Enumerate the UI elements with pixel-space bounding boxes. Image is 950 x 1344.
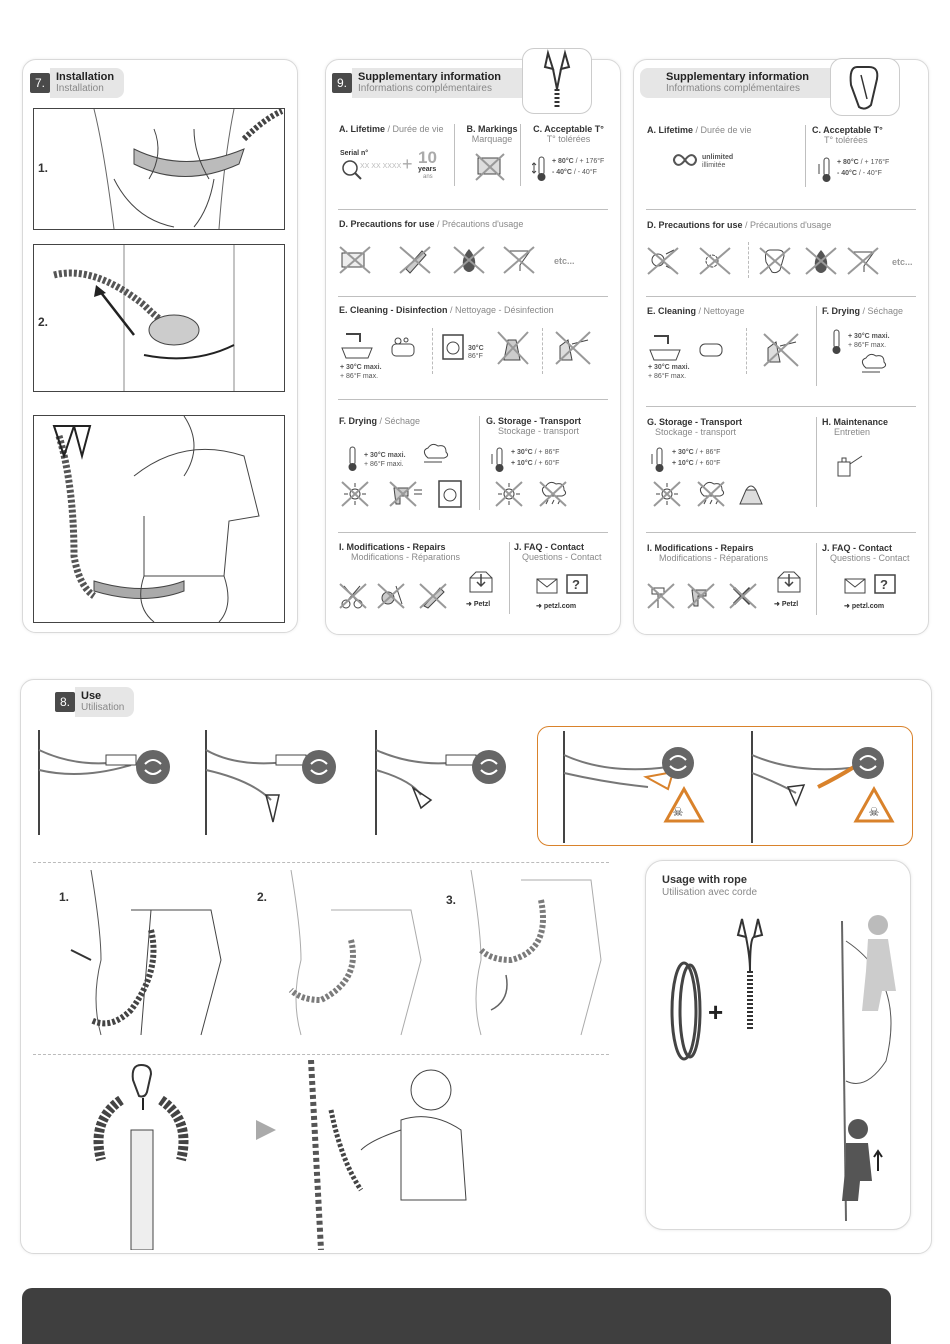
step-number: 1. xyxy=(38,161,49,175)
no-fire-icon xyxy=(452,245,486,280)
section-number: 7. xyxy=(30,73,50,93)
serial-label: Serial n° xyxy=(340,150,369,157)
ans-label: ans xyxy=(423,174,433,180)
no-sharp-edge-icon xyxy=(338,245,372,280)
step-3-drawing xyxy=(471,870,601,1035)
lanyard-icon xyxy=(738,919,762,1031)
no-carabiner-damage-icon xyxy=(758,246,792,281)
modifications-block: I. Modifications - Repairs Modifications - Réparations xyxy=(647,543,769,563)
no-scissors-icon xyxy=(338,582,368,615)
footer-bar xyxy=(22,1288,891,1344)
rope-title: Usage with rope xyxy=(662,874,747,886)
lanyard-closeup xyxy=(99,1065,184,1250)
climber-drawing xyxy=(311,1060,466,1250)
section-title: Use xyxy=(81,690,102,702)
attachment-steps-illustration xyxy=(51,870,611,1040)
acceptable-temp-block: C. Acceptable T° T° tolérées xyxy=(533,124,604,144)
petzl-site-label: petzl.com xyxy=(543,603,577,610)
thermometer-icon xyxy=(830,328,844,361)
no-sun-icon xyxy=(340,480,370,513)
step-1-drawing xyxy=(71,870,221,1035)
step-2-drawing xyxy=(291,870,421,1035)
section-header xyxy=(55,687,134,717)
clip-diagram-1 xyxy=(39,730,170,835)
section-subtitle: Utilisation xyxy=(81,702,125,713)
precautions-block: D. Precautions for use / Précautions d'usage xyxy=(339,219,524,229)
svg-text:?: ? xyxy=(880,577,888,592)
no-marker-icon xyxy=(418,582,448,615)
danger-illustrations xyxy=(538,727,912,845)
plus-sign: + xyxy=(402,154,413,174)
dryer-machine-icon xyxy=(438,480,462,513)
markings-block: B. Markings Marquage xyxy=(466,124,518,144)
supplementary-info-panel-2: Supplementary information Informations complémentaires A. Lifetime / Durée de vie unlimited illimitée C. Acceptable T° T° tolérées + 80°C / + 176°F - 40°C / - 40°F D. Precautions for use / Précautions d'usage etc... E. Cleaning / Nettoyage + 30°C maxi. + 86°F max. F. Drying / Séchage + 30°C maxi. + 86°F max. G. Storage - Transport Stockage - transport + 30°C / + 86°F + 10°C / + 60°F H. Maintenance Entretien I. Modifications - Repairs Modifications - Réparations ➜ Petzl J. FAQ - Contact Questions - Contact ? ➜ petzl.com xyxy=(633,59,929,635)
step-number: 1. xyxy=(59,890,70,904)
rope-usage-box xyxy=(645,860,911,1230)
no-chemicals-icon xyxy=(846,246,880,281)
soap-icon xyxy=(388,336,418,365)
product-icon xyxy=(522,48,592,114)
installation-figure-3 xyxy=(33,415,285,623)
installation-figure-1 xyxy=(33,108,285,230)
thermometer-icon xyxy=(650,446,668,479)
rope-subtitle: Utilisation avec corde xyxy=(662,887,758,898)
no-chemicals-icon xyxy=(502,245,536,280)
cleaning-block: E. Cleaning / Nettoyage xyxy=(647,306,745,316)
soap-icon xyxy=(698,340,724,363)
danger-warning-box xyxy=(537,726,913,846)
no-sun-icon xyxy=(494,480,524,513)
no-tools-icon xyxy=(728,582,758,615)
no-impact-icon xyxy=(646,246,680,281)
cloud-wind-icon xyxy=(858,352,888,381)
lanyard-girth-hitch-illustration xyxy=(34,245,284,391)
oil-can-icon xyxy=(832,452,866,485)
carabiner-icon xyxy=(831,59,899,115)
section-subtitle: Informations complémentaires xyxy=(358,83,492,94)
thermometer-icon xyxy=(532,155,550,188)
mail-icon xyxy=(536,578,558,599)
no-sewing-icon xyxy=(376,582,406,615)
no-rain-icon xyxy=(538,480,568,513)
washing-machine-icon xyxy=(442,334,464,365)
no-hairdryer-icon xyxy=(388,480,424,513)
etc-label: etc... xyxy=(554,256,575,266)
step-number: 2. xyxy=(257,890,268,904)
years-number: 10 xyxy=(418,148,437,167)
svg-text:☠: ☠ xyxy=(868,805,880,819)
lanyard-icon xyxy=(523,49,591,113)
storage-bag-icon xyxy=(736,480,766,513)
rope-coil-icon xyxy=(672,963,700,1059)
arrow-right-icon xyxy=(256,1120,276,1140)
rope-illustration xyxy=(646,861,910,1229)
petzl-label: Petzl xyxy=(781,601,799,608)
infinity-icon xyxy=(672,153,698,172)
years-label: years xyxy=(418,166,437,173)
section-number: 9. xyxy=(332,73,352,93)
thermometer-icon xyxy=(490,446,508,479)
section-title: Supplementary information xyxy=(358,71,502,83)
serial-mask: XX XX XXXX xyxy=(360,163,402,170)
thermometer-icon xyxy=(817,156,835,189)
no-drill-icon xyxy=(686,582,716,615)
section-title: Installation xyxy=(56,71,115,83)
no-sun-icon xyxy=(652,480,682,513)
section-header xyxy=(332,68,531,98)
petzl-site-label: petzl.com xyxy=(851,603,885,610)
section-subtitle: Informations complémentaires xyxy=(666,83,800,94)
section-header xyxy=(30,68,124,98)
faq-block: J. FAQ - Contact Questions - Contact xyxy=(822,543,910,563)
cleaning-block: E. Cleaning - Disinfection / Nettoyage - Désinfection xyxy=(339,305,554,315)
drying-block: F. Drying / Séchage xyxy=(822,306,904,316)
thermometer-icon xyxy=(346,445,360,478)
precautions-block: D. Precautions for use / Précautions d'usage xyxy=(647,220,832,230)
return-box-icon xyxy=(774,568,804,599)
no-hammer-icon xyxy=(646,582,676,615)
question-icon xyxy=(874,574,896,601)
lifetime-block: A. Lifetime / Durée de vie xyxy=(339,124,444,134)
step-number: 2. xyxy=(38,315,49,329)
plus-icon: + xyxy=(708,997,724,1027)
storage-block: G. Storage - Transport Stockage - transport xyxy=(486,416,582,436)
petzl-label: Petzl xyxy=(473,601,491,608)
tap-water-icon xyxy=(340,330,374,365)
no-disinfectant-icon xyxy=(496,330,530,371)
installation-figure-2 xyxy=(33,244,285,392)
supplementary-info-panel: 9. Supplementary information Informations complémentaires A. Lifetime / Durée de vie Serial n° XX XX XXXX + 10 years ans B. Markings Marquage C. Acceptable T° T° tolérées + 80°C / + 176°F - 40°C / - 40°F D. Precautions for use / Précautions d'usage etc... E. Cleaning - Disinfection / Nettoyage - Désinfection + 30°C maxi. + 86°F max. 30°C 86°F F. Drying / Séchage + 30°C maxi. + 86°F maxi. G. Storage - Transport Stockage - transport + 30°C / + 86°F + 10°C / + 60°F I. Modifications - Repairs Modifications - Réparations ➜ Petzl J. FAQ - Contact Questions - Contact ? ➜ petzl.com xyxy=(325,59,621,635)
etc-label: etc... xyxy=(892,257,913,267)
lifetime-block: A. Lifetime / Durée de vie xyxy=(647,125,752,135)
maintenance-block: H. Maintenance Entretien xyxy=(822,417,889,437)
acceptable-temp-block: C. Acceptable T° T° tolérées xyxy=(812,125,883,145)
question-icon xyxy=(566,574,588,601)
climbing-figures xyxy=(842,915,896,1221)
clip-diagram-3 xyxy=(376,730,506,835)
step-number: 3. xyxy=(446,893,457,907)
section-header xyxy=(640,68,839,98)
no-rain-icon xyxy=(696,480,726,513)
return-box-icon xyxy=(466,568,496,599)
section-subtitle: Installation xyxy=(56,83,104,94)
section-title: Supplementary information xyxy=(666,71,810,83)
no-engraving-icon xyxy=(474,152,506,187)
section-number: 8. xyxy=(55,692,75,712)
clip-diagram-2 xyxy=(206,730,336,835)
cloud-wind-icon xyxy=(420,442,450,471)
harness-illustration xyxy=(34,109,284,229)
use-panel xyxy=(20,679,932,1254)
drying-block: F. Drying / Séchage xyxy=(339,416,421,426)
product-icon xyxy=(830,58,900,116)
mail-icon xyxy=(844,578,866,599)
no-pressure-washer-icon xyxy=(552,330,592,371)
storage-block: G. Storage - Transport Stockage - transport xyxy=(647,417,743,437)
svg-text:☠: ☠ xyxy=(672,805,684,819)
no-gear-icon xyxy=(698,246,732,281)
faq-block: J. FAQ - Contact Questions - Contact xyxy=(514,542,602,562)
clipping-sequence-illustrations xyxy=(21,720,531,840)
person-holding-lanyard-illustration xyxy=(34,416,284,622)
no-fire-icon xyxy=(804,246,838,281)
no-blade-icon xyxy=(398,245,432,280)
installation-panel xyxy=(22,59,298,633)
tap-water-icon xyxy=(648,332,682,367)
no-pressure-washer-icon xyxy=(760,332,800,373)
modifications-block: I. Modifications - Repairs Modifications - Réparations xyxy=(339,542,461,562)
lanyard-and-climber-illustration xyxy=(81,1060,501,1250)
svg-text:?: ? xyxy=(572,577,580,592)
